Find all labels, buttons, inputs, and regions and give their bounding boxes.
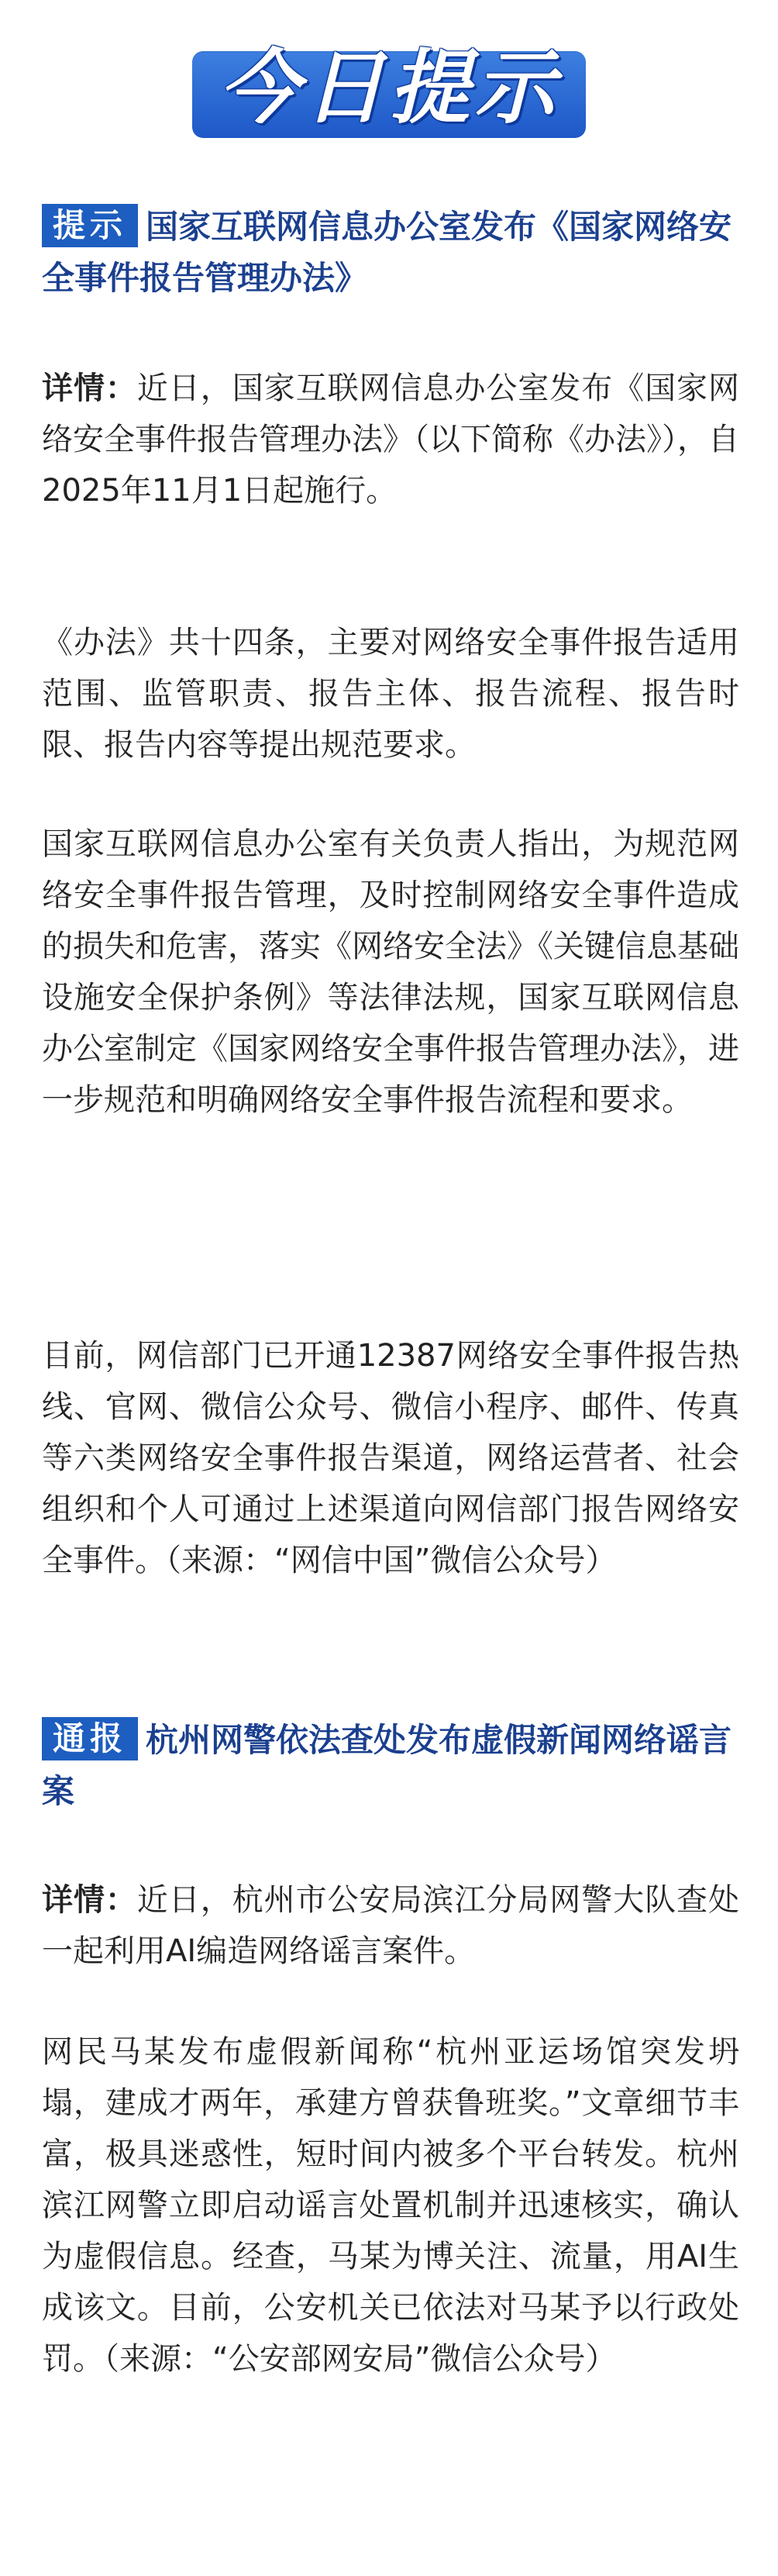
bulletin-paragraph: [42, 1874, 739, 1977]
paragraph-text: 国家互联网信息办公室有关负责人指出，为规范网络安全事件报告管理，及时控制网络安全事件造成的损失和危害，落实《网络安全法》《关键信息基础设施安全保护条例》等法律法规，国家互联网信息办公室制定《国家网络安全事件报告管理办法》，进一步规范和明确网络安全事件报告流程和要求。: [42, 826, 739, 1118]
paragraph-text: 网民马某发布虚假新闻称“杭州亚运场馆突发坍塌，建成才两年，承建方曾获鲁班奖。”文章细节丰富，极具迷惑性，短时间内被多个平台转发。杭州滨江网警立即启动谣言处置机制并迅速核实，确认为虚假信息。经查，马某为博关注、流量，用AI生成该文。目前，公安机关已依法对马某予以行政处罚。（来源：“公安部网安局”微信公众号）: [42, 2034, 739, 2377]
notice-paragraph: [42, 1330, 739, 1586]
details-label: 详情：: [42, 1882, 137, 1918]
header-banner: [192, 22, 586, 153]
notice-paragraph: [42, 617, 739, 771]
paragraph-text: 《办法》共十四条，主要对网络安全事件报告适用范围、监管职责、报告主体、报告流程、报告时限、报告内容等提出规范要求。: [42, 625, 739, 763]
notice-heading: [42, 202, 739, 304]
notice-paragraph: [42, 363, 739, 516]
bulletin-heading-text: [42, 1715, 739, 1817]
banner-title: 今日提示: [218, 40, 559, 135]
notice-heading-text: [42, 202, 739, 304]
notice-paragraph: [42, 819, 739, 1126]
bulletin-heading: [42, 1715, 739, 1817]
bulletin-badge: 通报: [42, 1717, 138, 1760]
paragraph-text: 近日，国家互联网信息办公室发布《国家网络安全事件报告管理办法》（以下简称《办法》），自2025年11月1日起施行。: [42, 371, 740, 509]
notice-title: 国家互联网信息办公室发布《国家网络安全事件报告管理办法》: [42, 208, 732, 297]
bulletin-title: 杭州网警依法查处发布虚假新闻网络谣言案: [42, 1721, 732, 1810]
details-label: 详情：: [42, 371, 137, 406]
notice-badge: 提示: [42, 204, 138, 247]
bulletin-paragraph: [42, 2026, 739, 2385]
paragraph-text: 近日，杭州市公安局滨江分局网警大队查处一起利用AI编造网络谣言案件。: [42, 1882, 740, 1969]
paragraph-text: 目前，网信部门已开通12387网络安全事件报告热线、官网、微信公众号、微信小程序、邮件、传真等六类网络安全事件报告渠道，网络运营者、社会组织和个人可通过上述渠道向网信部门报告网络安全事件。（来源：“网信中国”微信公众号）: [42, 1338, 739, 1578]
